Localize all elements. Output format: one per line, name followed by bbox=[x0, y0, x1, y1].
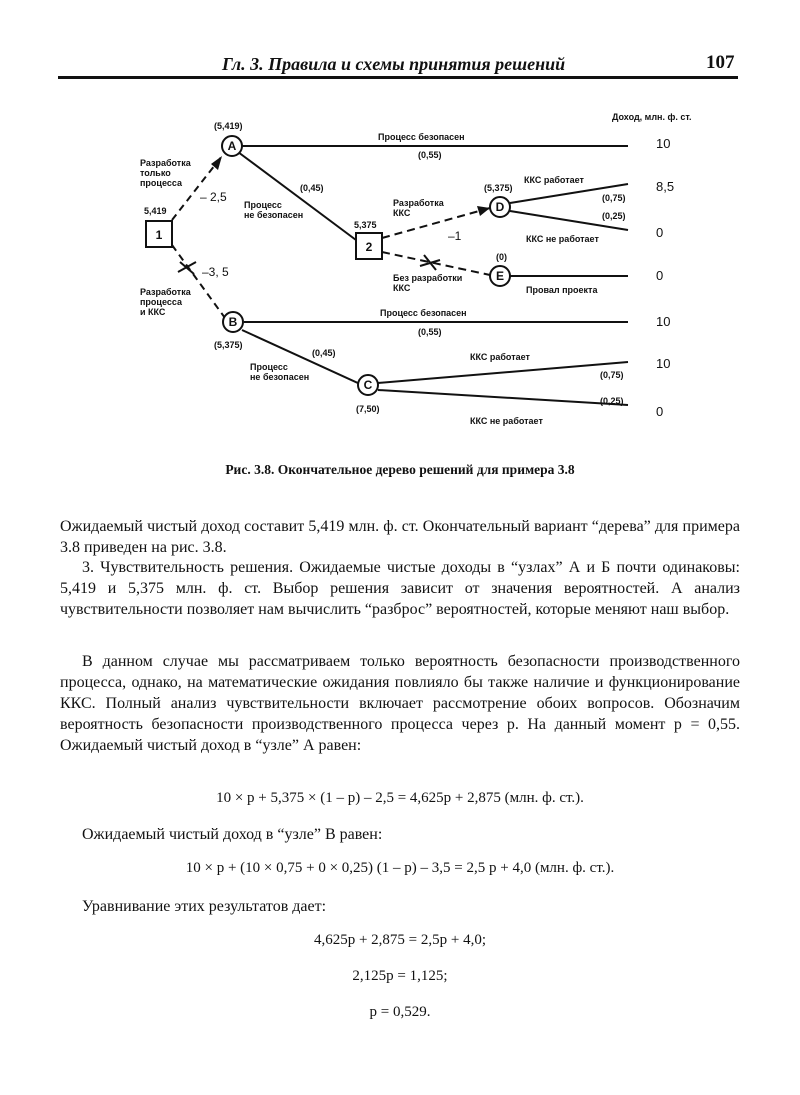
figure-caption: Рис. 3.8. Окончательное дерево решений для примера 3.8 bbox=[225, 462, 575, 477]
paragraph: Уравнивание этих результатов дает: bbox=[82, 898, 327, 915]
outcome-value: 0 bbox=[656, 225, 664, 240]
label-dev-kks-line1: Разработка bbox=[393, 198, 444, 208]
label-a-safe: Процесс безопасен bbox=[378, 132, 465, 142]
label-d-works: ККС работает bbox=[524, 175, 584, 185]
node-1-label: 1 bbox=[155, 228, 163, 242]
paragraph: Ожидаемый чистый доход составит 5,419 млн. ф. ст. Окончательный вариант “дерева” для примера 3.8 приведен на рис. 3.8. bbox=[60, 518, 740, 556]
node-1-value: 5,419 bbox=[144, 206, 167, 216]
label-dev-process-kks bbox=[140, 287, 193, 317]
node-2-value: 5,375 bbox=[354, 220, 377, 230]
label-dev-process-kks-line2: процесса bbox=[140, 297, 182, 307]
node-E-label: E bbox=[495, 269, 505, 283]
label-e-fail: Провал проекта bbox=[526, 285, 598, 295]
formula: 10 × p + (10 × 0,75 + 0 × 0,25) (1 – p) – 3,5 = 2,5 p + 4,0 (млн. ф. ст.). bbox=[185, 860, 615, 876]
node-D-label: D bbox=[495, 200, 505, 214]
label-dev-process-only-line2: только bbox=[140, 168, 171, 178]
outcome-value: 10 bbox=[656, 136, 671, 151]
running-header-title: Гл. 3. Правила и схемы принятия решений bbox=[222, 54, 566, 74]
prob-c-fails: (0,25) bbox=[600, 396, 624, 406]
arrow-head-2-D bbox=[477, 206, 490, 216]
label-dev-process-kks-line3: и ККС bbox=[140, 307, 166, 317]
label-a-unsafe-line1: Процесс bbox=[244, 200, 282, 210]
label-no-dev-kks-line1: Без разработки bbox=[393, 273, 463, 283]
node-A-value: (5,419) bbox=[214, 121, 243, 131]
decision-tree-figure bbox=[0, 0, 800, 460]
label-a-unsafe bbox=[244, 200, 303, 220]
label-b-unsafe-line1: Процесс bbox=[250, 362, 288, 372]
node-C-label: C bbox=[363, 378, 373, 392]
label-dev-process-kks-line1: Разработка bbox=[140, 287, 191, 297]
prob-b-unsafe: (0,45) bbox=[312, 348, 336, 358]
edge-C-works bbox=[378, 362, 628, 383]
label-d-fails: ККС не работает bbox=[526, 234, 599, 244]
formula: p = 0,529. bbox=[369, 1004, 431, 1020]
outcome-value: 0 bbox=[656, 268, 664, 283]
prob-c-works: (0,75) bbox=[600, 370, 624, 380]
formula: 4,625p + 2,875 = 2,5p + 4,0; bbox=[313, 932, 487, 948]
label-b-unsafe bbox=[250, 362, 309, 382]
formula: 10 × p + 5,375 × (1 – p) – 2,5 = 4,625p + 2,875 (млн. ф. ст.). bbox=[216, 790, 584, 806]
outcome-value: 10 bbox=[656, 314, 671, 329]
prob-a-safe: (0,55) bbox=[418, 150, 442, 160]
node-E-value: (0) bbox=[496, 252, 507, 262]
paragraph: Ожидаемый чистый доход в “узле” В равен: bbox=[82, 826, 383, 843]
cost-dev-process: – 2,5 bbox=[200, 190, 227, 204]
edge-A-2 bbox=[238, 152, 356, 240]
edge-C-fails bbox=[378, 390, 628, 405]
node-A-label: A bbox=[227, 139, 237, 153]
label-dev-process-only-line3: процесса bbox=[140, 178, 182, 188]
paragraph: В данном случае мы рассматриваем только вероятность безопасности производственного процесса, однако, на математические ожидания повлияло бы также наличие и функционирование ККС. Полный анализ чувствительности включает рассмотрение обоих вопросов. Обозначим вероятность безопасности производственного процесса через p. На данный момент p = 0,55. Ожидаемый чистый доход в “узле” А равен: bbox=[60, 653, 740, 754]
prob-b-safe: (0,55) bbox=[418, 327, 442, 337]
prob-d-fails: (0,25) bbox=[602, 211, 626, 221]
label-b-unsafe-line2: не безопасен bbox=[250, 372, 310, 382]
label-c-works: ККС работает bbox=[470, 352, 530, 362]
outcome-value: 8,5 bbox=[656, 179, 675, 194]
page-number: 107 bbox=[706, 52, 735, 73]
edge-1-B bbox=[172, 245, 225, 318]
label-a-unsafe-line2: не безопасен bbox=[244, 210, 304, 220]
node-D-value: (5,375) bbox=[484, 183, 513, 193]
outcome-value: 0 bbox=[656, 404, 664, 419]
label-dev-kks bbox=[393, 198, 446, 218]
node-B-label: B bbox=[228, 315, 238, 329]
label-dev-kks-line2: ККС bbox=[393, 208, 411, 218]
label-dev-process-only-line1: Разработка bbox=[140, 158, 191, 168]
paragraph: 3. Чувствительность решения. Ожидаемые чистые доходы в “узлах” А и Б почти одинаковы: 5,419 и 5,375 млн. ф. ст. Выбор решения зависит от значения вероятностей. А анализ чувствительности позволяет нам вычислить “разброс” вероятностей, которые меняют наш выбор. bbox=[60, 559, 740, 618]
outcome-value: 10 bbox=[656, 356, 671, 371]
node-B-value: (5,375) bbox=[214, 340, 243, 350]
label-dev-process-only bbox=[140, 158, 193, 188]
label-c-fails: ККС не работает bbox=[470, 416, 543, 426]
cost-dev-kks: –3, 5 bbox=[202, 265, 229, 279]
label-b-safe: Процесс безопасен bbox=[380, 308, 467, 318]
node-C-value: (7,50) bbox=[356, 404, 380, 414]
prob-a-unsafe: (0,45) bbox=[300, 183, 324, 193]
cost-dev-kks2: –1 bbox=[448, 229, 462, 243]
label-no-dev-kks-line2: ККС bbox=[393, 283, 411, 293]
label-no-dev-kks bbox=[393, 273, 465, 293]
node-2-label: 2 bbox=[365, 240, 373, 254]
income-header: Доход, млн. ф. ст. bbox=[612, 112, 692, 122]
edge-2-E bbox=[382, 252, 490, 275]
formula: 2,125p = 1,125; bbox=[352, 968, 448, 984]
prob-d-works: (0,75) bbox=[602, 193, 626, 203]
